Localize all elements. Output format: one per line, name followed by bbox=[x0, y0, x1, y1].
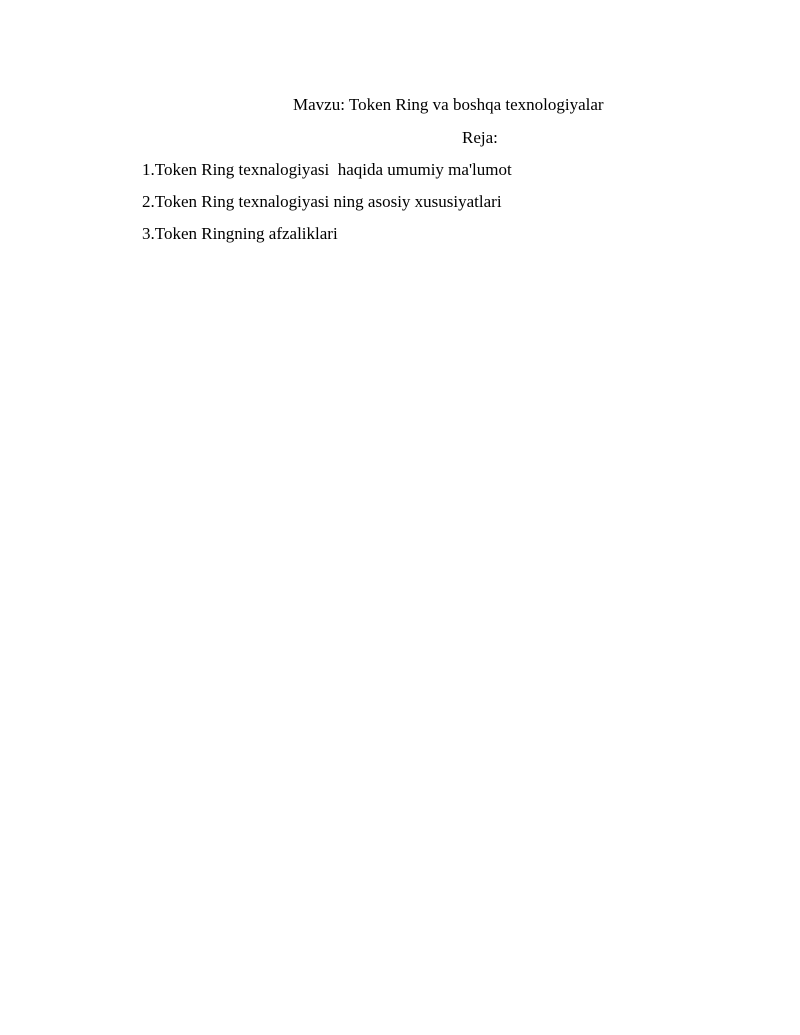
plan-item: 2.Token Ring texnalogiyasi ning asosiy xususiyatlari bbox=[142, 192, 502, 211]
plan-heading: Reja: bbox=[462, 128, 498, 147]
plan-item: 1.Token Ring texnalogiyasi haqida umumiy ma'lumot bbox=[142, 160, 512, 179]
document-title: Mavzu: Token Ring va boshqa texnologiyalar bbox=[293, 95, 604, 114]
plan-item: 3.Token Ringning afzaliklari bbox=[142, 224, 338, 243]
